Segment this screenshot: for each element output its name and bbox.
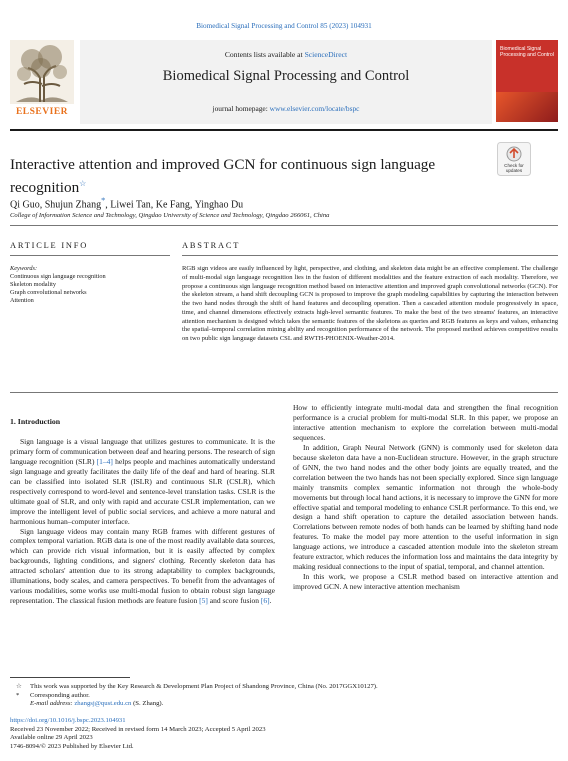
- footnote-email: [10, 700, 558, 709]
- header-rule: [10, 129, 558, 131]
- abstract-heading: ABSTRACT: [182, 241, 241, 250]
- homepage-line: [80, 104, 492, 113]
- paper-title-text: Interactive attention and improved GCN for continuous sign language recognition: [10, 156, 436, 197]
- abstract-rule: [182, 255, 558, 256]
- doi-link[interactable]: https://doi.org/10.1016/j.bspc.2023.104931: [10, 717, 126, 724]
- keyword-item: Skeleton modality: [10, 281, 56, 289]
- keyword-item: Graph convolutional networks: [10, 289, 87, 297]
- cover-title: Biomedical Signal Processing and Control: [500, 46, 554, 58]
- homepage-link[interactable]: www.elsevier.com/locate/bspc: [269, 104, 360, 113]
- intro-paragraph-5: In this work, we propose a CSLR method based on interactive attention and improved GCN. A new interactive attention mechanism: [293, 572, 558, 592]
- authors-text-a[interactable]: Qi Guo, Shujun Zhang: [10, 199, 102, 211]
- check-for-updates-badge[interactable]: [497, 142, 531, 176]
- footnote-rule: [10, 677, 130, 678]
- email-label: E-mail address:: [30, 700, 75, 708]
- abstract-bottom-rule: [10, 392, 558, 393]
- publisher-name: ELSEVIER: [15, 107, 69, 117]
- email-suffix: (S. Zhang).: [131, 700, 164, 708]
- title-footnote-mark[interactable]: ☆: [79, 179, 87, 188]
- affiliation: College of Information Science and Technology, Qingdao University of Science and Technology, Qingdao 266061, China: [10, 212, 330, 219]
- citation-link[interactable]: [6]: [260, 596, 270, 606]
- paper-title: [10, 155, 480, 197]
- cover-graphic: [496, 92, 558, 122]
- received-dates: Received 23 November 2022; Received in revised form 14 March 2023; Accepted 5 April 2023: [10, 725, 266, 733]
- affiliation-rule: [10, 225, 558, 226]
- footnotes: [10, 683, 558, 709]
- publication-info: [10, 717, 558, 752]
- journal-reference[interactable]: Biomedical Signal Processing and Control 85 (2023) 104931: [196, 22, 372, 30]
- body-column-left: [10, 417, 275, 606]
- footnote-corresponding: [10, 692, 558, 701]
- text-run: Sign language videos may contain many RGB frames with different gestures of complex temporal variation. RGB data is one of the most readily available data sources, which can provide rich visual information, but it is easily affected by complex backgrounds, lighting conditions, and signers' clothing. Recently skeleton data has attracted scholars' attention due to its strong adaptability to complex backgrounds, illuminations, body scales, and camera perspectives. To benefit from the advantages of various modalities, some works use multi-modal fusion to obtain robust sign language representation. The classical fusion methods are feature fusion: [10, 526, 275, 606]
- footnote-text: Corresponding author.: [30, 691, 90, 699]
- abstract-text: RGB sign videos are easily influenced by light, perspective, and clothing, and skeleton data might be an effective complement. The challenge of multi-modal sign language recognition lies in the fusion of different modalities and the feature extraction of each modality. Therefore, we propose a continuous sign language recognition method based on interactive attention and improved graph convolutional networks (GCN). For the skeleton stream, a hand shift decoupling GCN is proposed to improve the graph modeling capabilities by capturing the interaction between the two hand nodes through the shift of hand features and decoupling operation. Then a cascaded attention module progressively in space, time, and channel dimensions effectively extracts high-level semantic features. To make the best of the two streams' features, an interactive attention mechanism is designed which takes the semantic features of the skeletons as queries and RGB features as keys and values, enhancing the spatial–temporal correlation mining ability and recognition performance of the network. The proposed method achieves competitive results on two public sign language datasets CSL and RWTH-PHOENIX-Weather-2014.: [182, 265, 558, 342]
- text-run: and score fusion: [207, 596, 261, 606]
- contents-prefix: Contents lists available at: [224, 50, 305, 59]
- text-run: helps people and machines automatically understand sign language and greatly facilitates the daily life of the deaf and hard of hearing. SLR can be classified into isolated SLR (ISLR) and continuous SLR (CSLR), which respectively correspond to word-level and sentence-level translation tasks. CSLR is the ultimate goal of SLR, and only with rapid and accurate CSLR implementation, can we improve the intelligent level of public social services, and achieve a more natural and harmonious human–computer interface.: [10, 456, 275, 526]
- keyword-item: Attention: [10, 297, 34, 305]
- keywords-block: [10, 265, 170, 305]
- citation-link[interactable]: [5]: [199, 596, 208, 606]
- authors-text-b[interactable]: , Liwei Tan, Ke Fang, Yinghao Du: [105, 199, 244, 211]
- footnote-text: This work was supported by the Key Research & Development Plan Project of Shandong Province, China (No. 2017GGX10127).: [30, 683, 378, 690]
- intro-paragraph-4: In addition, Graph Neural Network (GNN) is commonly used for skeleton data because skeleton data have a non-Euclidean structure. However, in the graph structure of GNN, the two hand nodes and the other body joints are equally treated, and the correlation between the two hands has not been specially explored. Since sign language mainly transmits complex semantic information not through the whole-body movements but through local hand actions, it is necessary to improve the GNN for more effective spatial and temporal modeling to enhance CSLR performance. To this end, we design a hand shift operation to capture the detailed association between hands. Correlations between remote nodes of both hands can be learned by shifting hand node features. To make the model pay more attention to the useful information in sign language actions, we introduce a cascaded attention module into the skeleton stream feature extractor, which reduces the information loss and maintains the data integrity by making residual connections to the input of spatial, temporal, and channel attention.: [293, 442, 558, 572]
- intro-paragraph-2: [10, 527, 275, 607]
- keywords-label: Keywords:: [10, 265, 38, 272]
- badge-label-2: updates: [505, 168, 523, 173]
- available-online: Available online 29 April 2023: [10, 734, 93, 742]
- journal-cover-thumbnail[interactable]: [496, 40, 558, 122]
- corresponding-author-mark[interactable]: *: [101, 196, 106, 205]
- email-link[interactable]: zhangsj@qust.edu.cn: [74, 700, 132, 708]
- author-list: [10, 196, 243, 210]
- badge-label-1: Check for: [504, 163, 524, 168]
- journal-title: Biomedical Signal Processing and Control: [162, 68, 410, 84]
- citation-link[interactable]: [1–4]: [96, 456, 113, 466]
- intro-paragraph-3: How to efficiently integrate multi-modal data and strengthen the final recognition performance is a crucial problem for multi-modal SLR. In this paper, we propose an interactive attention mechanism to explore the correlation between multi-modal sequences.: [293, 403, 558, 442]
- sciencedirect-link[interactable]: ScienceDirect: [304, 50, 348, 59]
- copyright: 1746-8094/© 2023 Published by Elsevier Ltd.: [10, 743, 134, 751]
- footnote-mark: *: [16, 691, 20, 699]
- footnote-mark: ☆: [16, 683, 22, 690]
- text-run: .: [269, 596, 272, 606]
- intro-paragraph-1: [10, 437, 275, 527]
- body-column-right: [293, 403, 558, 592]
- introduction-heading: 1. Introduction: [10, 417, 61, 426]
- text-run: Sign language is a visual language that utilizes gestures to communicate. It is the primary form of communication between deaf and hearing persons. The research of sign language recognition (SLR): [10, 436, 275, 466]
- article-info-heading: ARTICLE INFO: [10, 241, 89, 250]
- contents-line: [80, 50, 492, 59]
- footnote-funding: [10, 683, 558, 692]
- article-info-rule: [10, 255, 170, 256]
- keyword-item: Continuous sign language recognition: [10, 273, 106, 281]
- homepage-prefix: journal homepage:: [212, 104, 270, 113]
